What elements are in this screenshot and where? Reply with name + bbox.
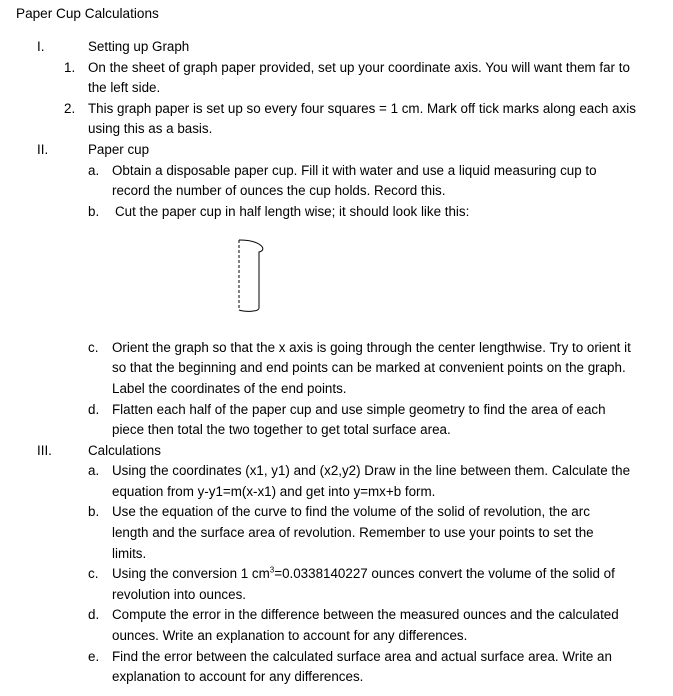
- section-heading: Calculations: [88, 443, 161, 458]
- page-title: Paper Cup Calculations: [16, 6, 159, 21]
- section-numeral: III.: [37, 443, 52, 458]
- list-marker: b.: [88, 204, 100, 219]
- list-marker: b.: [88, 504, 100, 519]
- list-item-line: On the sheet of graph paper provided, set up your coordinate axis. You will want them far to: [88, 60, 630, 75]
- list-item-line: record the number of ounces the cup holds. Record this.: [112, 183, 446, 198]
- half-cup-illustration: [231, 236, 271, 316]
- list-item-line: limits.: [112, 546, 147, 561]
- list-item-line: This graph paper is set up so every four squares = 1 cm. Mark off tick marks along each axis: [88, 101, 636, 116]
- list-item-line: Orient the graph so that the x axis is going through the center lengthwise. Try to orient it: [112, 340, 631, 355]
- list-item-line: Find the error between the calculated surface area and actual surface area. Write an: [112, 649, 612, 664]
- list-item-line: Cut the paper cup in half length wise; it should look like this:: [115, 204, 470, 219]
- list-item-line: Use the equation of the curve to find the volume of the solid of revolution, the arc: [112, 504, 590, 519]
- list-marker: 1.: [64, 60, 76, 75]
- list-marker: c.: [88, 340, 99, 355]
- list-item-line: explanation to account for any differences.: [112, 669, 364, 684]
- list-item-line: length and the surface area of revolution. Remember to use your points to set the: [112, 525, 594, 540]
- list-marker: a.: [88, 463, 100, 478]
- list-marker: c.: [88, 566, 99, 581]
- list-item-line: Using the coordinates (x1, y1) and (x2,y2) Draw in the line between them. Calculate the: [112, 463, 631, 478]
- list-item-line: Flatten each half of the paper cup and use simple geometry to find the area of each: [112, 402, 606, 417]
- list-marker: a.: [88, 163, 100, 178]
- list-item-line: ounces. Write an explanation to account for any differences.: [112, 628, 468, 643]
- list-item-line: Label the coordinates of the end points.: [112, 381, 347, 396]
- section-heading: Paper cup: [88, 142, 150, 157]
- list-item-line: revolution into ounces.: [112, 587, 246, 602]
- list-item-line: equation from y-y1=m(x-x1) and get into y=mx+b form.: [112, 484, 436, 499]
- list-item-line: Obtain a disposable paper cup. Fill it with water and use a liquid measuring cup to: [112, 163, 597, 178]
- list-item-line: piece then total the two together to get total surface area.: [112, 422, 451, 437]
- list-marker: 2.: [64, 101, 76, 116]
- conversion-text: =0.0338140227 ounces convert the volume of the solid of: [274, 566, 615, 581]
- list-item-line: using this as a basis.: [88, 121, 213, 136]
- list-marker: d.: [88, 402, 100, 417]
- section-numeral: I.: [37, 39, 45, 54]
- section-numeral: II.: [37, 142, 49, 157]
- section-heading: Setting up Graph: [88, 39, 190, 54]
- list-item-line: so that the beginning and end points can be marked at convenient points on the graph.: [112, 360, 626, 375]
- list-marker: e.: [88, 649, 100, 664]
- conversion-text: Using the conversion 1 cm: [112, 566, 270, 581]
- cubed-superscript: 3: [269, 565, 275, 575]
- list-item-line: the left side.: [88, 80, 161, 95]
- list-item-line: Compute the error in the difference between the measured ounces and the calculated: [112, 607, 619, 622]
- list-marker: d.: [88, 607, 100, 622]
- list-item-line: [112, 564, 615, 583]
